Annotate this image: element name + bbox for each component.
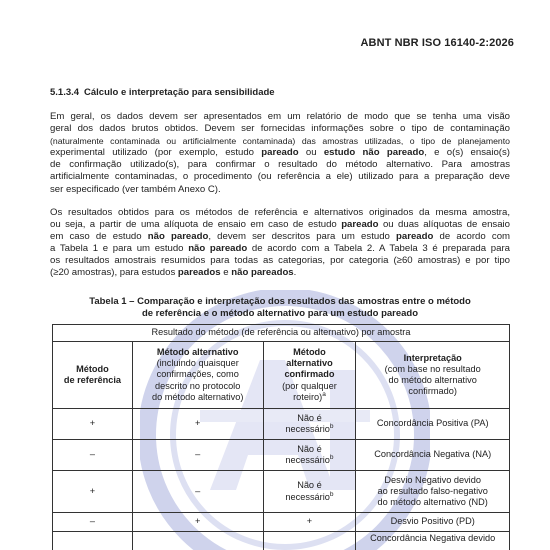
section-heading	[50, 87, 275, 98]
caption-line: de referência e o método alternativo para um estudo pareado	[141, 308, 419, 319]
cell-interpretation: Desvio Positivo (PD)	[356, 513, 510, 532]
paragraph-line: de confirmação utilizado(s), para confirmar o resultado do método alternativo. Para amostras	[50, 159, 510, 171]
col-header-reference-method: Método de referência	[53, 342, 133, 409]
cell-confirmed: Não é necessário$^b$	[263, 409, 356, 440]
table-header-row	[53, 342, 510, 409]
paragraph-line: (≥20 amostras), para estudos pareados e não pareados.	[50, 267, 297, 279]
results-table	[52, 324, 510, 550]
cell-alternative: –	[132, 440, 263, 471]
cell-reference: –	[53, 440, 133, 471]
cell-reference: +	[53, 471, 133, 513]
cell-interpretation: Concordância Negativa (NA)	[356, 440, 510, 471]
paragraph-line: a Tabela 1 e para um estudo não pareado de acordo com a Tabela 2. A Tabela 3 é preparada para	[50, 243, 510, 255]
col-header-interpretation: Interpretação (com base no resultado do método alternativo confirmado)	[356, 342, 510, 409]
paragraph-line: ou seja, a partir de uma alíquota de ensaio em caso de estudo pareado ou duas alíquotas de ensaio	[50, 219, 511, 231]
col-header-confirmed-method: Método alternativo confirmado (por qualquer roteiro)$^a$	[263, 342, 356, 409]
paragraph-1	[50, 111, 510, 196]
cell-alternative	[132, 532, 263, 550]
paragraph-line: (naturalmente contaminada ou artificialmente contaminada) das amostras utilizadas, o tipo de planejamento	[50, 136, 510, 147]
paragraph-line: geral dos dados brutos obtidos. Devem ser fornecidas informações sobre o tipo de contaminação	[50, 123, 510, 135]
section-title: Cálculo e interpretação para sensibilidade	[84, 87, 275, 98]
paragraph-line: ser especificado (ver também Anexo C).	[50, 183, 221, 195]
cell-alternative: –	[132, 471, 263, 513]
standard-code: ABNT NBR ISO 16140-2:2026	[360, 37, 514, 49]
table-row	[53, 409, 510, 440]
cell-alternative: +	[132, 409, 263, 440]
caption-line: Tabela 1 – Comparação e interpretação dos resultados das amostras entre o método	[89, 296, 471, 307]
paragraph-line: Em geral, os dados devem ser apresentados em um relatório de modo que se tenha uma visão	[50, 111, 510, 122]
cell-confirmed: Não é necessário$^b$	[263, 471, 356, 513]
table-row	[53, 513, 510, 532]
section-number: 5.1.3.4	[50, 87, 80, 98]
table-row	[53, 440, 510, 471]
cell-confirmed	[263, 532, 356, 550]
cell-alternative: +	[132, 513, 263, 532]
table-caption	[50, 296, 510, 320]
cell-reference: –	[53, 513, 133, 532]
table-row	[53, 471, 510, 513]
paragraph-line: em caso de estudo não pareado, devem ser descritos para um estudo pareado de acordo com	[50, 231, 511, 243]
cell-reference: +	[53, 409, 133, 440]
paragraph-line: os resultados amostrais resumidos para todas as categorias, por categoria (≥60 amostras) e por tipo	[50, 255, 510, 267]
cell-confirmed: +	[263, 513, 356, 532]
paragraph-2	[50, 207, 510, 280]
table-row	[53, 532, 510, 550]
paragraph-line: artificialmente contaminadas, o procedimento (ou referência a ele) utilizado para a preparação deve	[50, 171, 510, 183]
col-header-alternative-method: Método alternativo (incluindo quaisquer confirmações, como descrito no protocolo do método alternativo)	[132, 342, 263, 409]
cell-reference	[53, 532, 133, 550]
table-group-header-row	[53, 325, 510, 342]
cell-interpretation: Concordância Negativa devido	[356, 532, 510, 550]
cell-interpretation: Concordância Positiva (PA)	[356, 409, 510, 440]
paragraph-line: experimental utilizado (por exemplo, estudo pareado ou estudo não pareado, e o(s) ensaio(s)	[50, 147, 510, 159]
table-group-header: Resultado do método (de referência ou alternativo) por amostra	[53, 325, 510, 342]
paragraph-line: Os resultados obtidos para os métodos de referência e alternativos originados da mesma amostra,	[50, 207, 510, 218]
cell-confirmed: Não é necessário$^b$	[263, 440, 356, 471]
cell-interpretation: Desvio Negativo devido ao resultado falso-negativo do método alternativo (ND)	[356, 471, 510, 513]
